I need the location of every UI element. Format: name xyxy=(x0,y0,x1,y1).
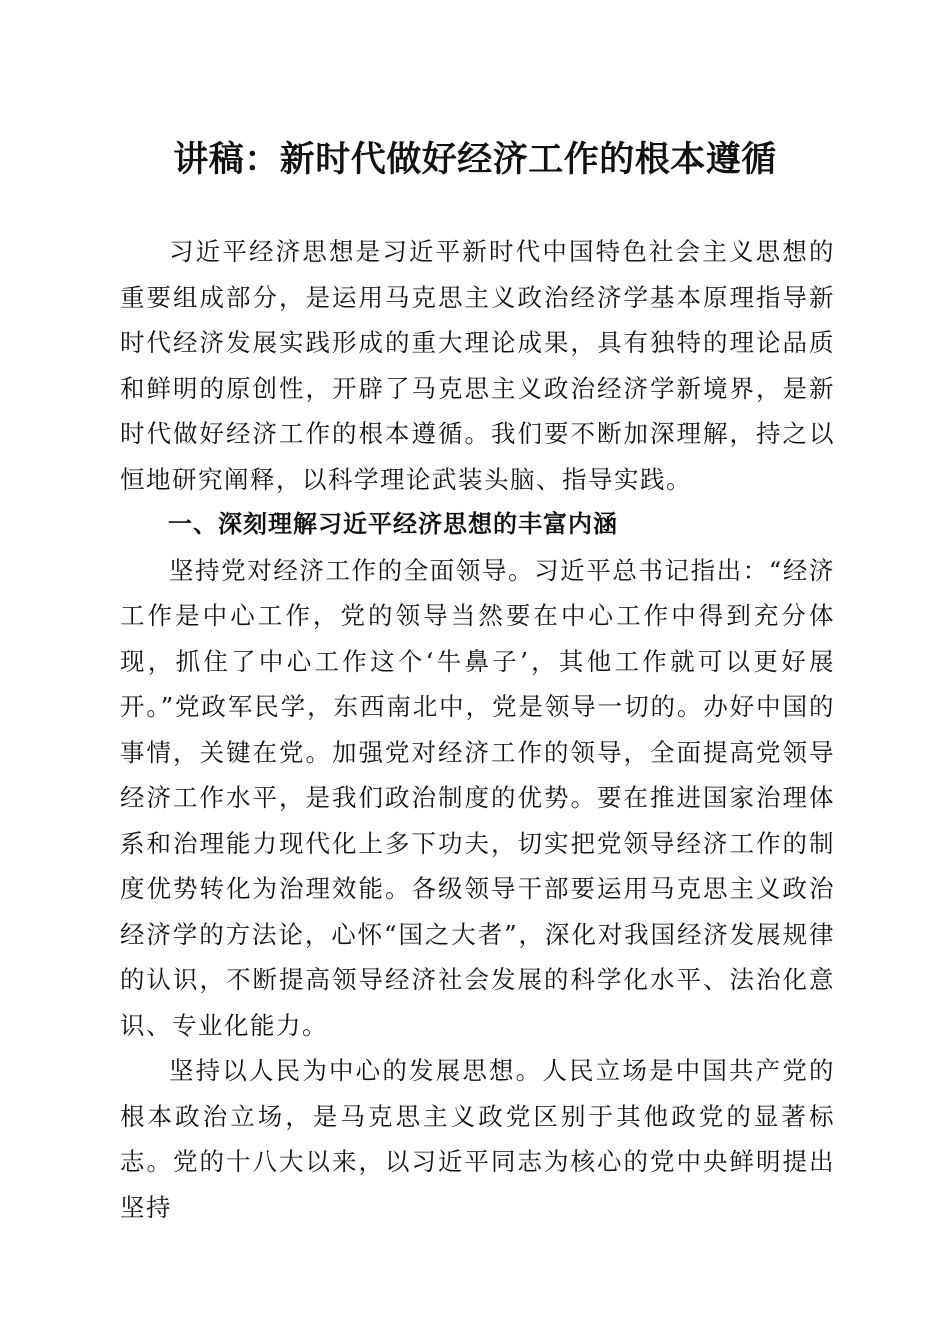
paragraph-people-centered: 坚持以人民为中心的发展思想。人民立场是中国共产党的根本政治立场，是马克思主义政党区别于其他政党的显著标志。党的十八大以来，以习近平同志为核心的党中央鲜明提出坚持 xyxy=(120,1056,835,1222)
intro-paragraph: 习近平经济思想是习近平新时代中国特色社会主义思想的重要组成部分，是运用马克思主义政治经济学基本原理指导新时代经济发展实践形成的重大理论成果，具有独特的理论品质和鲜明的原创性，开辟了马克思主义政治经济学新境界，是新时代做好经济工作的根本遵循。我们要不断加深理解，持之以恒地研究阐释，以科学理论武装头脑、指导实践。 xyxy=(120,237,835,494)
section-heading: 一、深刻理解习近平经济思想的丰富内涵 xyxy=(168,510,618,538)
paragraph-party-leadership: 坚持党对经济工作的全面领导。习近平总书记指出：“经济工作是中心工作，党的领导当然要在中心工作中得到充分体现，抓住了中心工作这个‘牛鼻子’，其他工作就可以更好展开。”党政军民学，东西南北中，党是领导一切的。办好中国的事情，关键在党。加强党对经济工作的领导，全面提高党领导经济工作水平，是我们政治制度的优势。要在推进国家治理体系和治理能力现代化上多下功夫，切实把党领导经济工作的制度优势转化为治理效能。各级领导干部要运用马克思主义政治经济学的方法论，心怀“国之大者”，深化对我国经济发展规律的认识，不断提高领导经济社会发展的科学化水平、法治化意识、专业化能力。 xyxy=(120,555,835,1040)
document-body xyxy=(120,229,835,1230)
document-title: 讲稿：新时代做好经济工作的根本遵循 xyxy=(173,139,777,180)
